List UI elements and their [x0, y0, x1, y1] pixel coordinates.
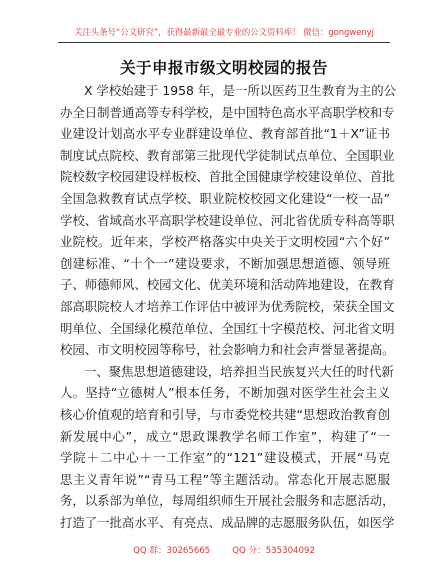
body-line: 学校、省域高水平高职学校建设单位、河北省优质专科高等职	[60, 212, 395, 228]
promo-footer	[0, 544, 448, 556]
body-line: 子、师德师风、校园文化、优美环境和活动阵地建设，在教育	[60, 277, 395, 293]
body-line: 人。坚持“立德树人”根本任务，不断加强对医学生社会主义	[60, 385, 390, 401]
body-line: 办全日制普通高等专科学校，是中国特色高水平高职学校和专	[60, 104, 395, 120]
body-line: X 学校始建于 1958 年，是一所以医药卫生教育为主的公	[84, 83, 397, 98]
body-line: 务，以系部为单位，每周组织师生开展社会服务和志愿活动，	[60, 493, 395, 509]
body-line: 新发展中心”，成立“思政课教学名师工作室”，构建了“一	[60, 428, 390, 444]
body-line: 核心价值观的培育和引导，与市委党校共建“思想政治教育创	[60, 406, 390, 422]
body-line: 制度试点院校、教育部第三批现代学徒制试点单位、全国职业	[60, 147, 395, 163]
section-heading-line: 一、聚焦思想道德建设，培养担当民族复兴大任的时代新	[84, 363, 394, 379]
document-title: 关于申报市级文明校园的报告	[119, 59, 328, 77]
body-line: 部高职院校人才培养工作评估中被评为优秀院校，荣获全国文	[60, 298, 395, 314]
footer-qq-group: QQ 群：30265665	[133, 546, 211, 556]
body-line: 打造了一批高水平、有亮点、成品牌的志愿服务队伍，如医学	[60, 514, 395, 530]
header-divider	[58, 42, 390, 43]
promo-header: 关注头条号“公文研究”，获得最新最全最专业的公文资料库！ 微信：gongwenyj	[74, 27, 374, 37]
body-line: 创建标准、“十个一”建设要求，不断加强思想道德、领导班	[60, 255, 390, 271]
body-line: 校园、市文明校园等称号，社会影响力和社会声誉显著提高。	[60, 342, 395, 358]
body-line: 业建设计划高水平专业群建设单位、教育部首批“1＋X”证书	[60, 126, 390, 142]
body-line: 学院＋二中心＋一工作室”的“121”建设模式，开展“马克	[60, 450, 390, 466]
body-line: 思主义青年说”“青马工程”等主题活动。常态化开展志愿服	[60, 471, 390, 487]
body-line: 院校数字校园建设样板校、首批全国健康学校建设单位、首批	[60, 169, 395, 185]
document-body	[60, 80, 397, 533]
body-line: 明单位、全国绿化模范单位、全国红十字模范校、河北省文明	[60, 320, 395, 336]
footer-qq-contact: QQ 分：535304092	[232, 546, 315, 556]
body-line: 业院校。近年来，学校严格落实中央关于文明校园“六个好”	[60, 234, 390, 250]
body-line: 全国急救教育试点学校、职业院校校园文化建设“一校一品”	[60, 190, 390, 206]
